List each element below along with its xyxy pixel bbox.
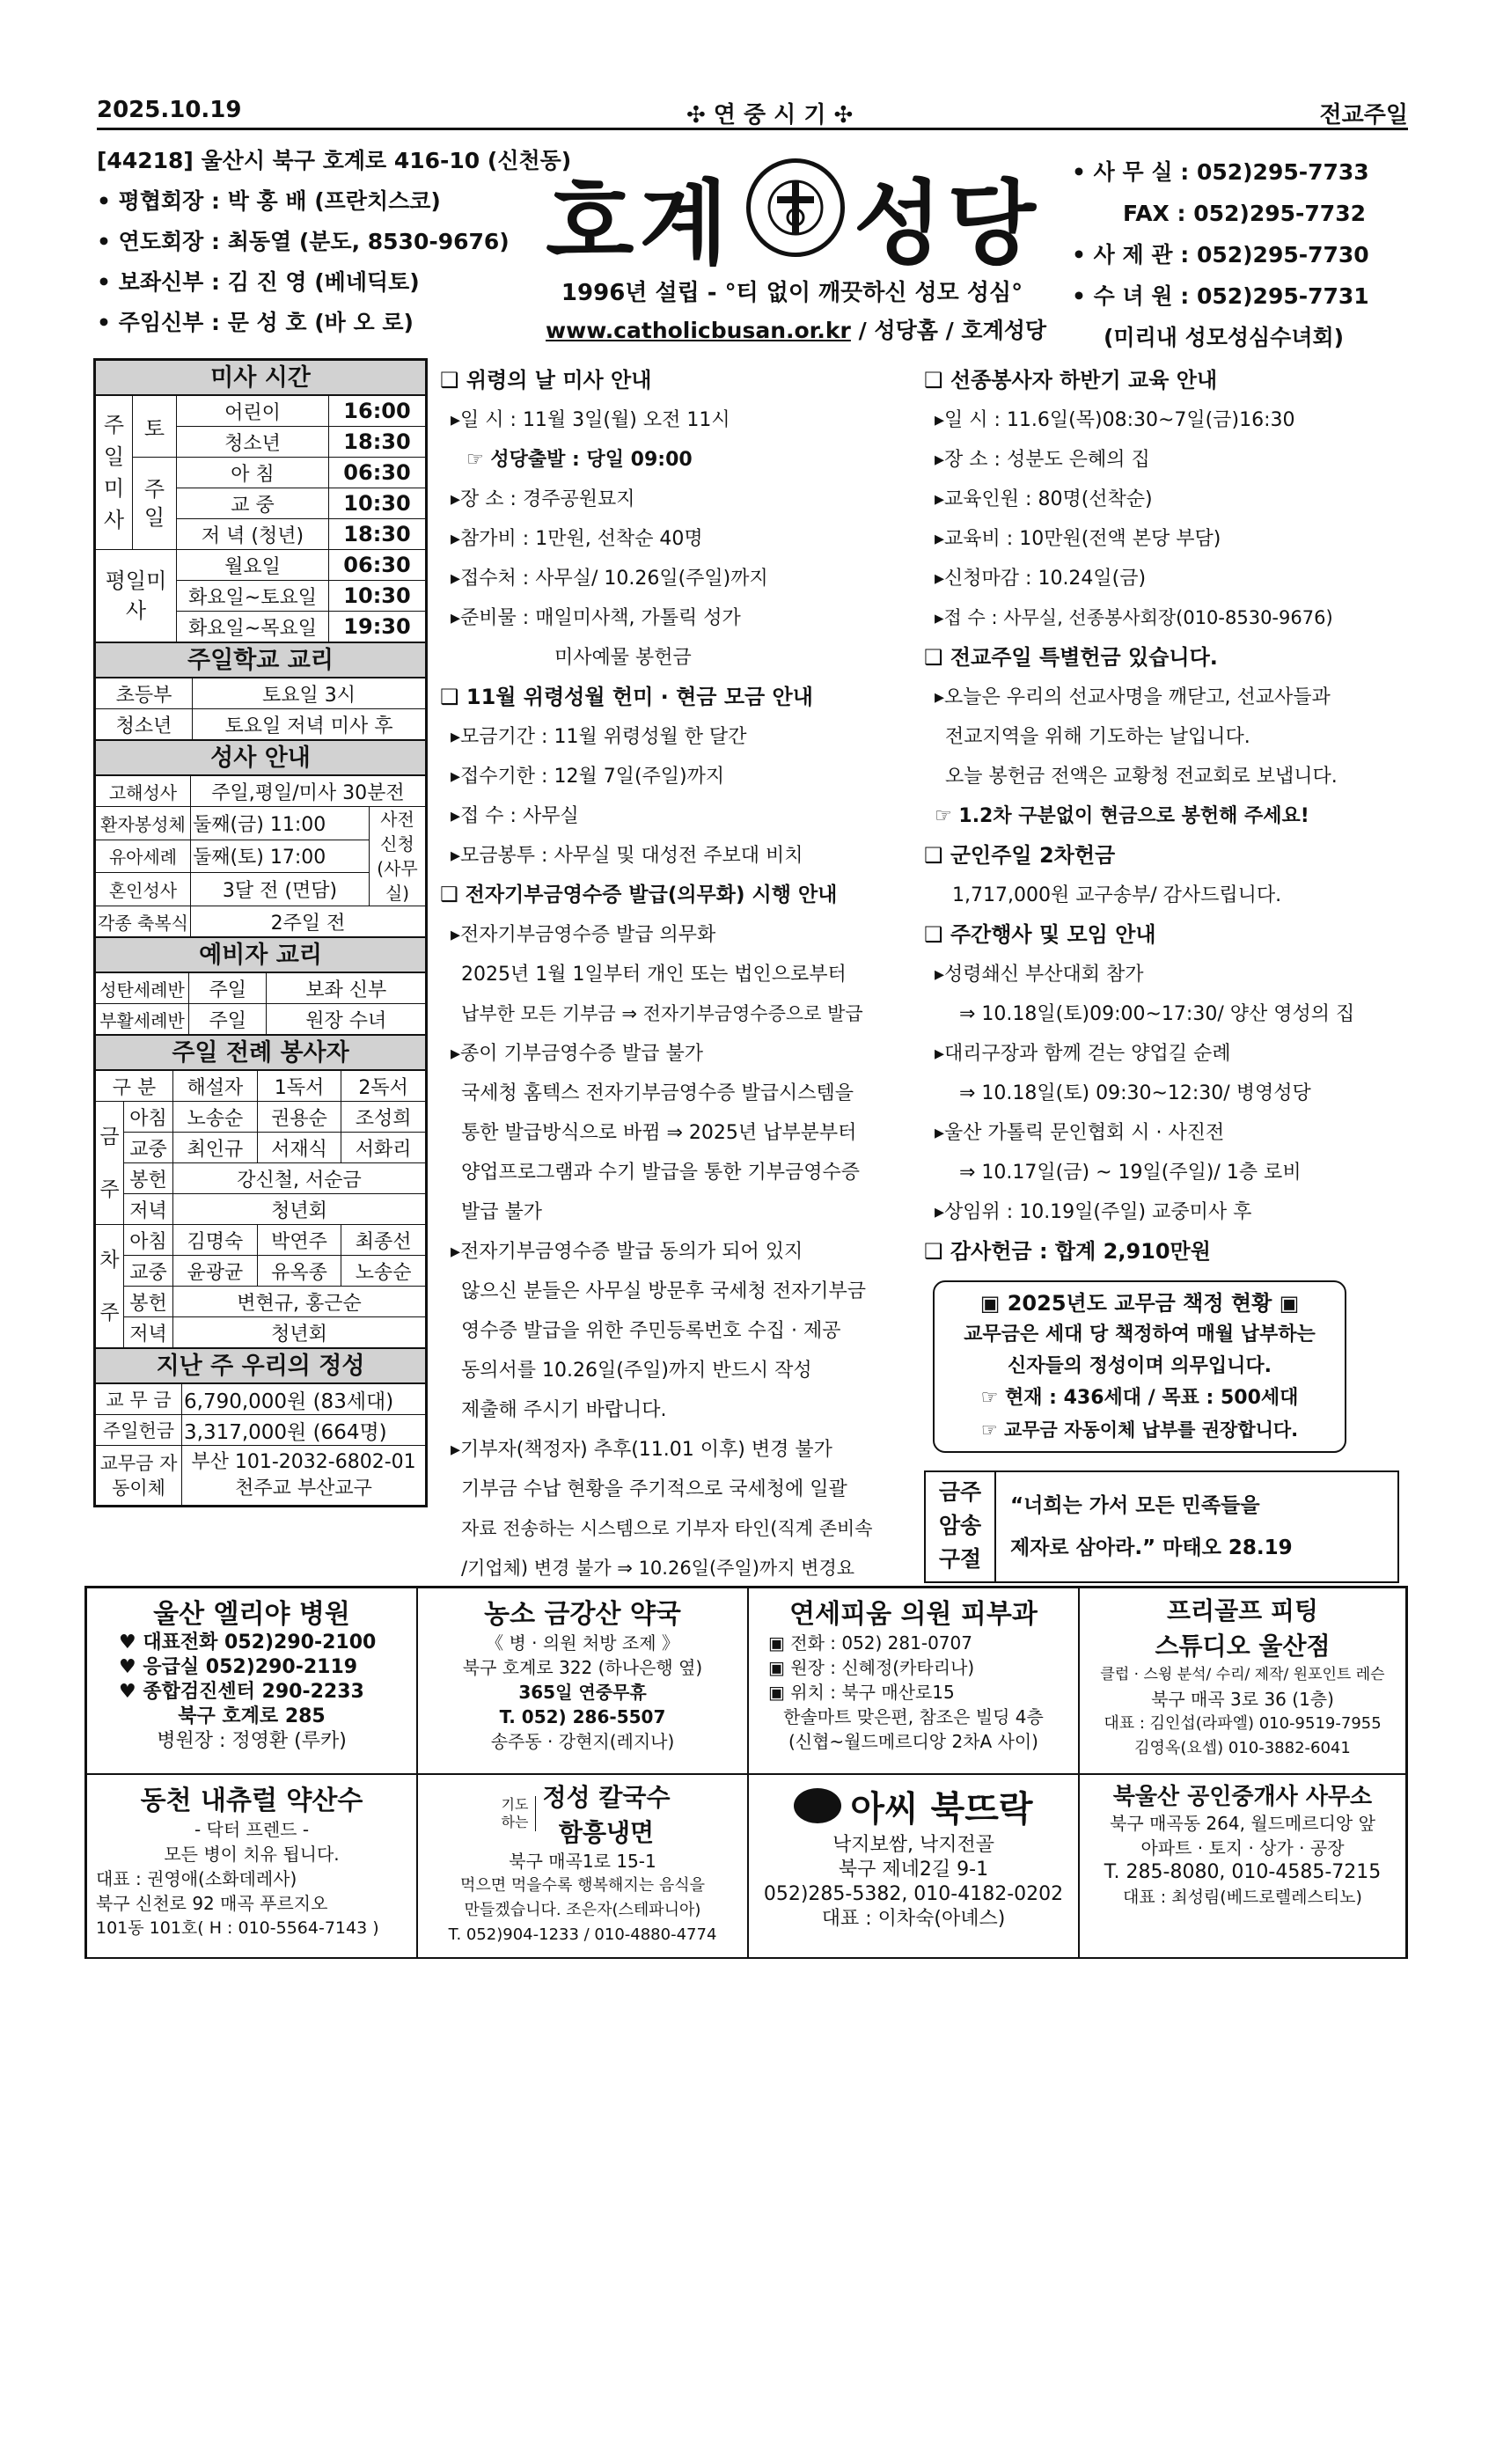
ad-natural-water — [86, 1774, 417, 1959]
notice-line: ▸참가비 : 1만원, 선착순 40명 — [451, 528, 703, 550]
notice-line: 국세청 홈텍스 전자기부금영수증 발급시스템을 — [461, 1082, 854, 1104]
ad-line: 북구 호계로 285 — [178, 1705, 326, 1727]
server-name: 최종선 — [341, 1225, 426, 1256]
notice-line: ▸오늘은 우리의 선교사명을 깨닫고, 선교사들과 — [935, 686, 1331, 708]
servers-col-head: 1독서 — [257, 1071, 341, 1102]
notice-line: 기부금 수납 현황을 주기적으로 국세청에 일괄 — [461, 1478, 847, 1500]
notice-line: 동의서를 10.26일(주일)까지 반드시 작성 — [461, 1360, 812, 1382]
ad-line: 병원장 : 정영환 (루카) — [157, 1730, 347, 1752]
ad-title: 농소 금강산 약국 — [484, 1599, 681, 1630]
class-teacher: 보좌 신부 — [267, 973, 426, 1004]
ad-line: - 닥터 프렌드 - — [194, 1819, 310, 1840]
notice-line: ⇒ 10.18일(토)09:00~17:30/ 양산 영성의 집 — [959, 1003, 1355, 1025]
notice-line: ☞ 1.2차 구분없이 현금으로 봉헌해 주세요! — [935, 805, 1309, 827]
sacrament-time: 2주일 전 — [190, 906, 425, 937]
notice-line: ▸준비물 : 매일미사책, 가톨릭 성가 — [451, 607, 741, 629]
notice-line: 양업프로그램과 수기 발급을 통한 기부금영수증 — [461, 1162, 861, 1184]
weekly-events-heading: ❑ 주간행사 및 모임 안내 — [924, 922, 1156, 947]
mass-name: 어린이 — [177, 396, 329, 427]
weekday-time: 06:30 — [329, 550, 426, 581]
sacrament-name: 혼인성사 — [96, 873, 191, 906]
servers-col-head: 구 분 — [96, 1071, 173, 1102]
ad-line: 송주동 · 강현지(레지나) — [490, 1731, 675, 1752]
ad-subtitle: 스튜디오 울산점 — [1155, 1632, 1331, 1661]
saturday-label: 토 — [133, 396, 177, 458]
weekday-day: 화요일~토요일 — [177, 581, 329, 612]
header-contacts-right — [1072, 151, 1424, 358]
ad-line: T. 052) 286-5507 — [499, 1706, 666, 1727]
ad-title: 프리골프 피팅 — [1166, 1596, 1319, 1625]
november-donation-heading: ❑ 11월 위령성월 헌미 · 현금 모금 안내 — [440, 685, 813, 709]
ad-line: T. 285-8080, 010-4585-7215 — [1104, 1861, 1382, 1883]
pastor: • 주임신부 : 문 성 호 (바 오 로) — [97, 310, 414, 335]
ad-subtitle: 함흥냉면 — [558, 1818, 655, 1847]
sacrament-time: 주일,평일/미사 30분전 — [190, 776, 425, 807]
establishment-line: 1996년 설립 - °티 없이 깨끗하신 성모 성심° — [561, 280, 1023, 306]
ad-title: 동천 내츄럴 약산수 — [140, 1786, 363, 1816]
ad-line: 김영옥(요셉) 010-3882-6041 — [1134, 1739, 1351, 1757]
service-slot: 교중 — [124, 1256, 173, 1287]
advance-request-note: 사전 신청 (사무실) — [370, 807, 426, 906]
ad-line: 북구 매곡 3로 36 (1층) — [1151, 1689, 1334, 1710]
weekday-day: 화요일~목요일 — [177, 612, 329, 642]
memory-verse-text — [1010, 1485, 1293, 1569]
ad-line: ♥ 종합검진센터 290-2233 — [119, 1681, 364, 1703]
notice-line: ▸장 소 : 경주공원묘지 — [451, 488, 635, 510]
ad-line: 101동 101호( H : 010-5564-7143 ) — [96, 1918, 379, 1938]
service-slot: 봉헌 — [124, 1287, 173, 1317]
mass-name: 교 중 — [177, 488, 329, 519]
sacraments-table — [95, 775, 426, 937]
ad-title: 북울산 공인중개사 사무소 — [1112, 1784, 1373, 1810]
offering-type: 교 무 금 — [96, 1384, 182, 1415]
server-name: 박연주 — [257, 1225, 341, 1256]
notice-line: ▸접수기한 : 12월 7일(주일)까지 — [451, 766, 725, 788]
ad-line: 북구 호계로 322 (하나은행 옆) — [462, 1657, 703, 1678]
offering-table — [95, 1383, 426, 1506]
sunday-day-label: 주일 — [133, 458, 177, 550]
assistant-priest: • 보좌신부 : 김 진 영 (베네딕토) — [97, 269, 420, 295]
ad-line: 365일 연중무휴 — [518, 1682, 647, 1703]
service-slot: 교중 — [124, 1133, 173, 1163]
ad-line: 대표 : 이차숙(아녜스) — [821, 1908, 1006, 1930]
ad-title: 정성 칼국수 — [542, 1783, 671, 1812]
ad-line: 모든 병이 치유 됩니다. — [164, 1844, 340, 1865]
sacrament-name: 환자봉성체 — [96, 807, 191, 840]
next-week-label: 차 주 — [96, 1225, 124, 1348]
school-time: 토요일 3시 — [193, 678, 426, 709]
server-name: 김명숙 — [173, 1225, 258, 1256]
mass-times-table — [95, 395, 426, 642]
mass-time: 16:00 — [329, 396, 426, 427]
weekday-time: 10:30 — [329, 581, 426, 612]
verse-line: “너희는 가서 모든 민족들을 — [1010, 1494, 1260, 1517]
notice-line: ▸접수처 : 사무실/ 10.26일(주일)까지 — [451, 568, 768, 590]
service-slot: 아침 — [124, 1102, 173, 1133]
server-name: 노송순 — [341, 1256, 426, 1287]
ad-line: 북구 신천로 92 매곡 푸르지오 — [96, 1893, 328, 1914]
notice-line: 오늘 봉헌금 전액은 교황청 전교회로 보냅니다. — [945, 766, 1338, 788]
weekday-mass-label: 평일미사 — [96, 550, 177, 642]
funeral-volunteer-heading: ❑ 선종봉사자 하반기 교육 안내 — [924, 368, 1218, 392]
notice-line: ☞ 성당출발 : 당일 09:00 — [466, 449, 693, 471]
pledge-line: ☞ 교무금 자동이체 납부를 권장합니다. — [980, 1419, 1299, 1441]
service-slot: 저녁 — [124, 1194, 173, 1225]
server-name: 청년회 — [173, 1317, 426, 1348]
class-name: 부활세례반 — [96, 1004, 189, 1035]
service-slot: 봉헌 — [124, 1163, 173, 1194]
ad-line: 클럽 · 스윙 분석/ 수리/ 제작/ 원포인트 레슨 — [1100, 1666, 1385, 1683]
notice-line: ▸교육인원 : 80명(선착순) — [935, 488, 1153, 510]
website-link[interactable]: www.catholicbusan.or.kr — [546, 318, 851, 343]
ad-kalguksu-restaurant — [417, 1774, 748, 1959]
ad-line: 《 병 · 의원 처방 조제 》 — [486, 1632, 679, 1654]
service-slot: 아침 — [124, 1225, 173, 1256]
notice-line: 발급 불가 — [461, 1201, 543, 1223]
thanks-offering-heading: ❑ 감사헌금 : 합계 2,910만원 — [924, 1239, 1211, 1264]
legion-president: • 연도회장 : 최동열 (분도, 8530-9676) — [97, 229, 510, 254]
server-name: 서화리 — [341, 1133, 426, 1163]
convent-name: (미리내 성모성심수녀회) — [1104, 325, 1345, 350]
catechumen-header: 예비자 교리 — [95, 937, 426, 972]
e-receipt-heading: ❑ 전자기부금영수증 발급(의무화) 시행 안내 — [440, 884, 838, 906]
mass-time: 10:30 — [329, 488, 426, 519]
servers-col-head: 해설자 — [173, 1071, 258, 1102]
school-time: 토요일 저녁 미사 후 — [193, 709, 426, 740]
notice-line: ▸모금봉투 : 사무실 및 대성전 주보대 비치 — [451, 845, 803, 867]
all-souls-mass-heading: ❑ 위령의 날 미사 안내 — [440, 368, 652, 392]
church-title-left: 호계 — [546, 169, 733, 277]
notice-line: ▸울산 가톨릭 문인협회 시 · 사진전 — [935, 1122, 1225, 1144]
notice-line: ▸접 수 : 사무실 — [451, 805, 579, 827]
council-president: • 평협회장 : 박 홍 배 (프란치스코) — [97, 188, 441, 214]
notice-line: ▸상임위 : 10.19일(주일) 교중미사 후 — [935, 1201, 1252, 1223]
notice-line: 전교지역을 위해 기도하는 날입니다. — [945, 726, 1250, 748]
server-name: 서재식 — [257, 1133, 341, 1163]
mass-name: 아 침 — [177, 458, 329, 488]
server-name: 노송순 — [173, 1102, 258, 1133]
ad-line: ▣ 위치 : 북구 매산로15 — [768, 1682, 955, 1703]
notice-line: ▸일 시 : 11월 3일(월) 오전 11시 — [451, 409, 730, 431]
ad-line: ♥ 응급실 052)290-2119 — [119, 1656, 358, 1678]
server-name: 강신철, 서순금 — [173, 1163, 426, 1194]
website-line — [546, 313, 1047, 345]
notice-line: ▸신청마감 : 10.24일(금) — [935, 568, 1147, 590]
servers-col-head: 2독서 — [341, 1071, 426, 1102]
convent-phone: • 수 녀 원 : 052)295-7731 — [1072, 283, 1369, 309]
notice-line: 통한 발급방식으로 바뀜 ⇒ 2025년 납부분부터 — [461, 1122, 857, 1144]
sacrament-time: 둘째(토) 17:00 — [190, 840, 369, 873]
ad-title: 아씨 북뜨락 — [850, 1788, 1033, 1830]
mission-offering-heading: ❑ 전교주일 특별헌금 있습니다. — [924, 645, 1218, 670]
liturgy-servers-table — [95, 1070, 426, 1348]
top-strip — [97, 95, 1408, 130]
ad-line: 북구 매곡동 264, 월드메르디앙 앞 — [1110, 1813, 1375, 1834]
notice-line: 1,717,000원 교구송부/ 감사드립니다. — [952, 884, 1282, 906]
ad-prefix: 기도하는 — [495, 1796, 536, 1831]
notice-line: ▸교육비 : 10만원(전액 본당 부담) — [935, 528, 1221, 550]
sunday-school-table — [95, 678, 426, 740]
notice-line: 납부한 모든 기부금 ⇒ 전자기부금영수증으로 발급 — [461, 1003, 863, 1024]
notice-line: ⇒ 10.17일(금) ~ 19일(주일)/ 1층 로비 — [959, 1162, 1302, 1184]
ad-line: 대표 : 최성림(베드로렐레스티노) — [1123, 1888, 1362, 1907]
sacrament-time: 3달 전 (면담) — [190, 873, 369, 906]
memory-verse-label: 금주 암송 구절 — [926, 1472, 996, 1581]
mass-name: 저 녁 (청년) — [177, 519, 329, 550]
sacrament-name: 각종 축복식 — [96, 906, 191, 937]
verse-line: 제자로 삼아라.” 마태오 28.19 — [1010, 1536, 1293, 1559]
mass-times-header: 미사 시간 — [95, 360, 426, 395]
sunday-mass-label: 주일미사 — [96, 396, 133, 550]
mass-name: 청소년 — [177, 427, 329, 458]
notice-line: 제출해 주시기 바랍니다. — [461, 1399, 667, 1421]
ad-line: 북구 매곡1로 15-1 — [509, 1851, 656, 1872]
sacraments-header: 성사 안내 — [95, 740, 426, 775]
notice-line: ▸일 시 : 11.6일(목)08:30~7일(금)16:30 — [935, 409, 1295, 431]
octopus-logo-icon — [794, 1788, 841, 1823]
ad-line: 만들겠습니다. 조은자(스테파니아) — [464, 1901, 701, 1919]
memory-verse-box — [924, 1470, 1399, 1583]
masthead — [528, 150, 1056, 352]
notice-line: ⇒ 10.18일(토) 09:30~12:30/ 병영성당 — [959, 1082, 1311, 1104]
address: [44218] 울산시 북구 호계로 416-10 (신천동) — [97, 148, 572, 173]
church-seal-logo — [746, 158, 845, 257]
school-group: 청소년 — [96, 709, 193, 740]
notice-line: 않으신 분들은 사무실 방문후 국세청 전자기부금 — [461, 1280, 867, 1302]
sacrament-name: 고해성사 — [96, 776, 191, 807]
notice-line: ▸기부자(책정자) 추후(11.01 이후) 변경 불가 — [451, 1439, 832, 1461]
ad-line: ♥ 대표전화 052)290-2100 — [119, 1632, 377, 1654]
class-name: 성탄세례반 — [96, 973, 189, 1004]
ad-line: ▣ 원장 : 신혜정(카타리나) — [768, 1657, 975, 1678]
mass-time: 06:30 — [329, 458, 426, 488]
server-name: 최인규 — [173, 1133, 258, 1163]
pledge-line: 신자들의 정성이며 의무입니다. — [1008, 1355, 1272, 1377]
notice-line: ▸전자기부금영수증 발급 동의가 되어 있지 — [451, 1241, 803, 1263]
ad-line: 낙지보쌈, 낙지전골 — [832, 1834, 994, 1856]
notice-line: 2025년 1월 1일부터 개인 또는 법인으로부터 — [461, 964, 847, 986]
this-week-label: 금 주 — [96, 1102, 124, 1225]
notice-line: ▸모금기간 : 11월 위령성월 한 달간 — [451, 726, 747, 748]
class-day: 주일 — [189, 973, 267, 1004]
server-name: 권용순 — [257, 1102, 341, 1133]
sunday-school-header: 주일학교 교리 — [95, 642, 426, 678]
liturgy-servers-header: 주일 전례 봉사자 — [95, 1035, 426, 1070]
ad-line: 052)285-5382, 010-4182-0202 — [763, 1883, 1064, 1905]
sponsor-ads-grid — [84, 1586, 1408, 1959]
fax-number: FAX : 052)295-7732 — [1123, 201, 1366, 226]
middle-notices-column — [440, 361, 915, 1588]
notice-line: ▸전자기부금영수증 발급 의무화 — [451, 924, 716, 946]
offering-amount: 3,317,000원 (664명) — [182, 1415, 426, 1446]
server-name: 윤광균 — [173, 1256, 258, 1287]
military-offering-heading: ❑ 군인주일 2차헌금 — [924, 843, 1116, 868]
ad-title: 울산 엘리야 병원 — [153, 1599, 350, 1630]
weekday-time: 19:30 — [329, 612, 426, 642]
sacrament-time: 둘째(금) 11:00 — [190, 807, 369, 840]
server-name: 조성희 — [341, 1102, 426, 1133]
ad-geumgangsan-pharmacy — [417, 1588, 748, 1774]
server-name: 유옥종 — [257, 1256, 341, 1287]
liturgical-season: ✣ 연 중 시 기 ✣ — [686, 102, 854, 128]
ad-line: 대표 : 권영애(소화데레사) — [96, 1868, 297, 1889]
weekday-day: 월요일 — [177, 550, 329, 581]
sacrament-name: 유아세례 — [96, 840, 191, 873]
sunday-name: 전교주일 — [1319, 102, 1408, 128]
ad-line: ▣ 전화 : 052) 281-0707 — [768, 1632, 972, 1654]
notice-line: ▸종이 기부금영수증 발급 불가 — [451, 1043, 704, 1065]
notice-line: ▸장 소 : 성분도 은혜의 집 — [935, 449, 1150, 471]
service-slot: 저녁 — [124, 1317, 173, 1348]
ad-title: 연세피움 의원 피부과 — [789, 1599, 1038, 1630]
ad-yonsei-pium-clinic — [748, 1588, 1079, 1774]
website-suffix: / 성당홈 / 호계성당 — [850, 318, 1047, 343]
ad-line: T. 052)904-1233 / 010-4880-4774 — [448, 1925, 717, 1944]
offering-header: 지난 주 우리의 정성 — [95, 1348, 426, 1383]
notice-line: /기업체) 변경 불가 ⇒ 10.26일(주일)까지 변경요 — [461, 1558, 855, 1579]
auto-transfer-label: 교무금 자동이체 — [96, 1446, 182, 1506]
ad-bukddeurak-restaurant — [748, 1774, 1079, 1959]
issue-date: 2025.10.19 — [97, 97, 242, 123]
ad-line: 아파트 · 토지 · 상가 · 공장 — [1140, 1837, 1345, 1859]
right-notices-column — [924, 361, 1399, 1583]
office-phone: • 사 무 실 : 052)295-7733 — [1072, 159, 1369, 185]
pledge-status-box — [933, 1280, 1346, 1453]
ad-elijah-hospital — [86, 1588, 417, 1774]
notice-line: 자료 전송하는 시스템으로 기부자 타인(직계 존비속 — [461, 1518, 873, 1539]
ad-real-estate-office — [1079, 1774, 1406, 1959]
notice-line: 영수증 발급을 위한 주민등록번호 수집 · 제공 — [461, 1320, 841, 1342]
notice-line: 미사예물 봉헌금 — [554, 647, 692, 669]
pledge-line: 교무금은 세대 당 책정하여 매월 납부하는 — [964, 1324, 1316, 1346]
school-group: 초등부 — [96, 678, 193, 709]
ad-free-golf-fitting — [1079, 1588, 1406, 1774]
notice-line: ▸성령쇄신 부산대회 참가 — [935, 964, 1144, 986]
notice-line: ▸접 수 : 사무실, 선종봉사회장(010-8530-9676) — [935, 607, 1333, 628]
server-name: 변현규, 홍근순 — [173, 1287, 426, 1317]
offering-amount: 6,790,000원 (83세대) — [182, 1384, 426, 1415]
mass-time: 18:30 — [329, 519, 426, 550]
notice-line: ▸대리구장과 함께 걷는 양업길 순례 — [935, 1043, 1231, 1065]
catechumen-table — [95, 972, 426, 1035]
rectory-phone: • 사 제 관 : 052)295-7730 — [1072, 242, 1369, 268]
auto-transfer-account: 부산 101-2032-6802-01 천주교 부산교구 — [182, 1446, 426, 1506]
class-teacher: 원장 수녀 — [267, 1004, 426, 1035]
church-title-right: 성당 — [854, 169, 1041, 277]
ad-line: 한솔마트 맞은편, 참조은 빌딩 4층 — [783, 1706, 1044, 1727]
pledge-line: ☞ 현재 : 436세대 / 목표 : 500세대 — [980, 1387, 1299, 1409]
ad-line: 북구 제네2길 9-1 — [838, 1859, 989, 1881]
pledge-box-title: ▣ 2025년도 교무금 책정 현황 ▣ — [979, 1291, 1300, 1316]
mass-time: 18:30 — [329, 427, 426, 458]
server-name: 청년회 — [173, 1194, 426, 1225]
left-schedule-column — [93, 358, 428, 1507]
offering-type: 주일헌금 — [96, 1415, 182, 1446]
ad-line: 먹으면 먹을수록 행복해지는 음식을 — [460, 1876, 705, 1895]
ad-line: (신협~월드메르디앙 2차A 사이) — [788, 1731, 1038, 1752]
header-contacts-left — [97, 141, 572, 343]
class-day: 주일 — [189, 1004, 267, 1035]
ad-line: 대표 : 김인섭(라파엘) 010-9519-7955 — [1104, 1714, 1382, 1733]
